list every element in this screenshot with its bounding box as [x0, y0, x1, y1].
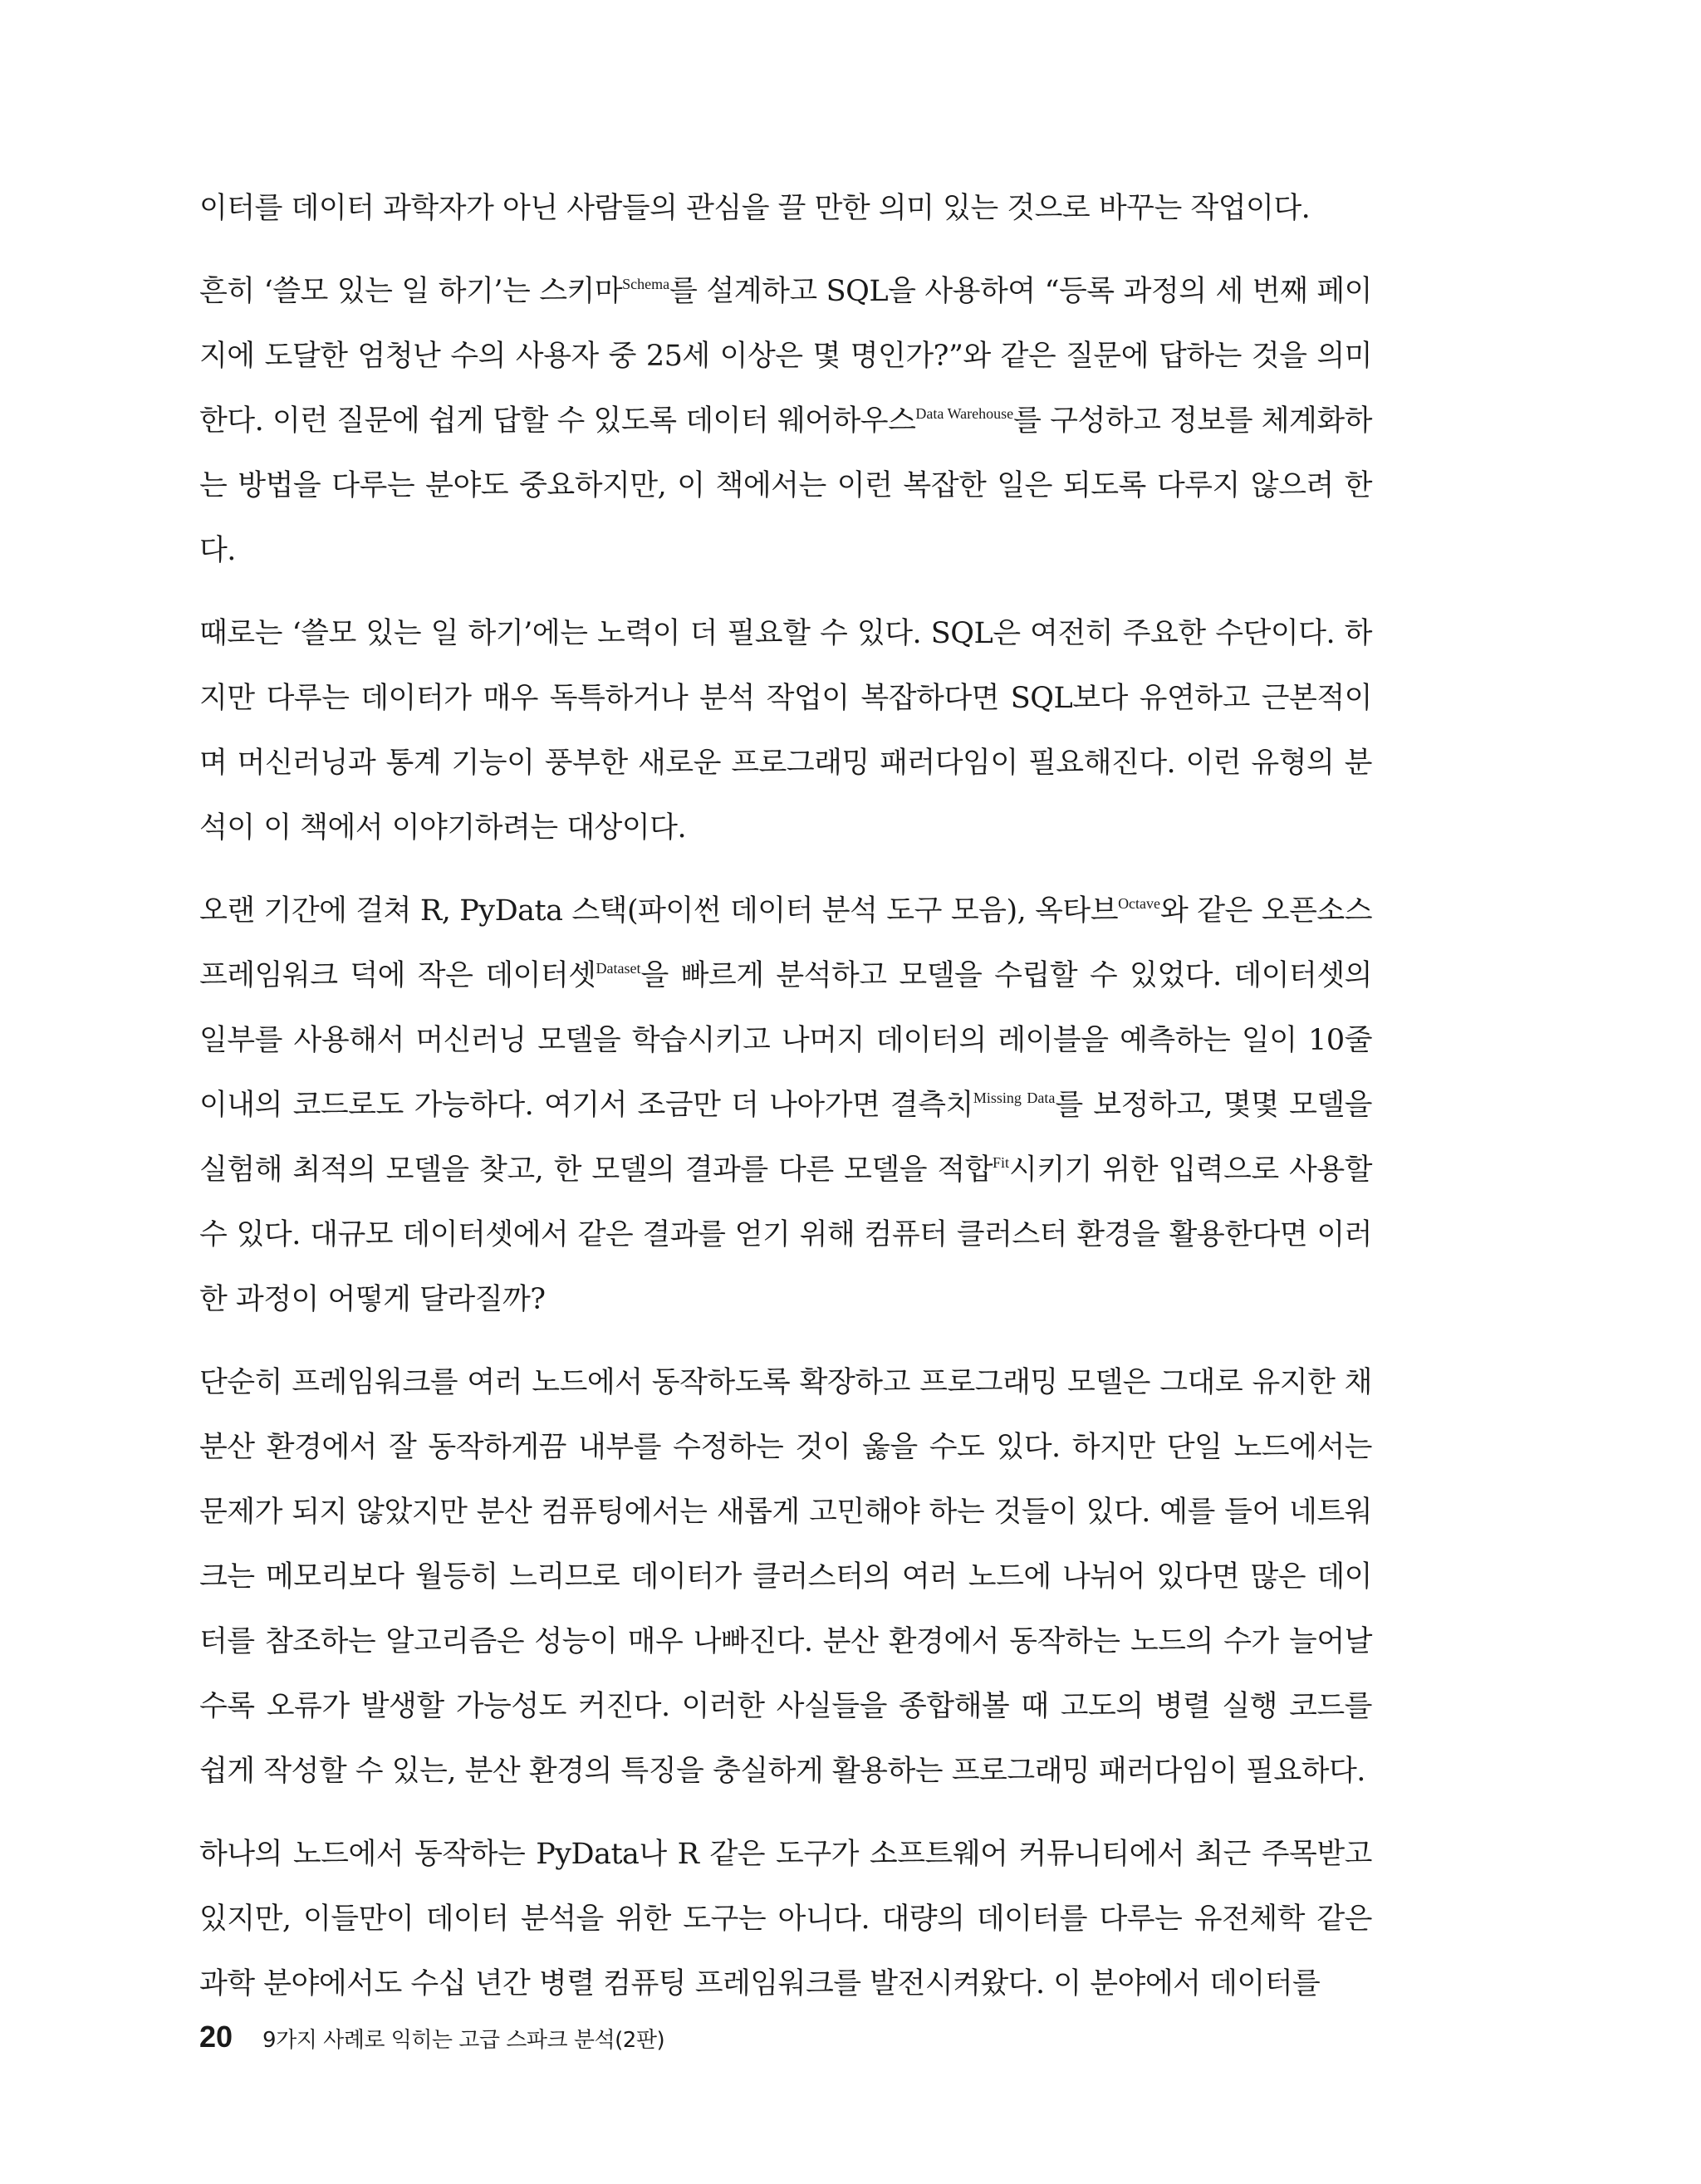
text-run: 를 설계하고 SQL을 사용하여 “등록 과정의 세 번째 페이지에 도달한 엄청난 수의 사용자 중 25세 이상은 몇 명인가?”와 같은 질문에 답하는 것을 의미한다. 이런 질문에 쉽게 답할 수 있도록 데이터 웨어하우스: [199, 275, 1372, 438]
paragraph: [199, 879, 1372, 1332]
paragraph: [199, 601, 1372, 860]
term-gloss: Schema: [622, 276, 670, 292]
book-title: 9가지 사례로 익히는 고급 스파크 분석(2판): [262, 2028, 665, 2053]
term-gloss: Data Warehouse: [915, 405, 1014, 422]
text-run: 단순히 프레임워크를 여러 노드에서 동작하도록 확장하고 프로그래밍 모델은 그대로 유지한 채 분산 환경에서 잘 동작하게끔 내부를 수정하는 것이 옳을 수도 있다. 하지만 단일 노드에서는 문제가 되지 않았지만 분산 컴퓨팅에서는 새롭게 고민해야 하는 것들이 있다. 예를 들어 네트워크는 메모리보다 월등히 느리므로 데이터가 클러스터의 여러 노드에 나뉘어 있다면 많은 데이터를 참조하는 알고리즘은 성능이 매우 나빠진다. 분산 환경에서 동작하는 노드의 수가 늘어날수록 오류가 발생할 가능성도 커진다. 이러한 사실들을 종합해볼 때 고도의 병렬 실행 코드를 쉽게 작성할 수 있는, 분산 환경의 특징을 충실하게 활용하는 프로그래밍 패러다임이 필요하다.: [199, 1366, 1372, 1788]
paragraph: [199, 1822, 1372, 2016]
page-number: 20: [199, 2020, 233, 2054]
term-gloss: Octave: [1118, 895, 1161, 912]
text-run: 흔히 ‘쓸모 있는 일 하기’는 스키마: [199, 275, 623, 308]
paragraph: [199, 1350, 1372, 1804]
paragraph: [199, 176, 1372, 241]
text-run: 를 보정하고, 몇몇 모델을 실험해 최적의 모델을 찾고, 한 모델의 결과를 다른 모델을 적합: [199, 1089, 1372, 1187]
text-run: 와 같은 오픈소스 프레임워크 덕에 작은 데이터셋: [199, 894, 1373, 992]
text-run: 오랜 기간에 걸쳐 R, PyData 스택(파이썬 데이터 분석 도구 모음), 옥타브: [199, 894, 1119, 928]
term-gloss: Dataset: [596, 960, 641, 977]
page-footer: [199, 2020, 664, 2069]
text-run: 때로는 ‘쓸모 있는 일 하기’에는 노력이 더 필요할 수 있다. SQL은 여전히 주요한 수단이다. 하지만 다루는 데이터가 매우 독특하거나 분석 작업이 복잡하다면 SQL보다 유연하고 근본적이며 머신러닝과 통계 기능이 풍부한 새로운 프로그래밍 패러다임이 필요해진다. 이런 유형의 분석이 이 책에서 이야기하려는 대상이다.: [199, 617, 1372, 845]
text-run: 시키기 위한 입력으로 사용할 수 있다. 대규모 데이터셋에서 같은 결과를 얻기 위해 컴퓨터 클러스터 환경을 활용한다면 이러한 과정이 어떻게 달라질까?: [199, 1153, 1372, 1316]
paragraph: [199, 259, 1372, 583]
text-run: 을 빠르게 분석하고 모델을 수립할 수 있었다. 데이터셋의 일부를 사용해서 머신러닝 모델을 학습시키고 나머지 데이터의 레이블을 예측하는 일이 10줄 이내의 코드로도 가능하다. 여기서 조금만 더 나아가면 결측치: [199, 959, 1372, 1122]
body-text: [199, 176, 1372, 2035]
text-run: 이터를 데이터 과학자가 아닌 사람들의 관심을 끌 만한 의미 있는 것으로 바꾸는 작업이다.: [199, 192, 1311, 225]
term-gloss: Missing Data: [973, 1090, 1056, 1106]
term-gloss: Fit: [993, 1154, 1010, 1171]
text-run: 를 구성하고 정보를 체계화하는 방법을 다루는 분야도 중요하지만, 이 책에서는 이런 복잡한 일은 되도록 다루지 않으려 한다.: [199, 404, 1372, 567]
text-run: 하나의 노드에서 동작하는 PyData나 R 같은 도구가 소프트웨어 커뮤니티에서 최근 주목받고 있지만, 이들만이 데이터 분석을 위한 도구는 아니다. 대량의 데이터를 다루는 유전체학 같은 과학 분야에서도 수십 년간 병렬 컴퓨팅 프레임워크를 발전시켜왔다. 이 분야에서 데이터를: [199, 1838, 1372, 2000]
